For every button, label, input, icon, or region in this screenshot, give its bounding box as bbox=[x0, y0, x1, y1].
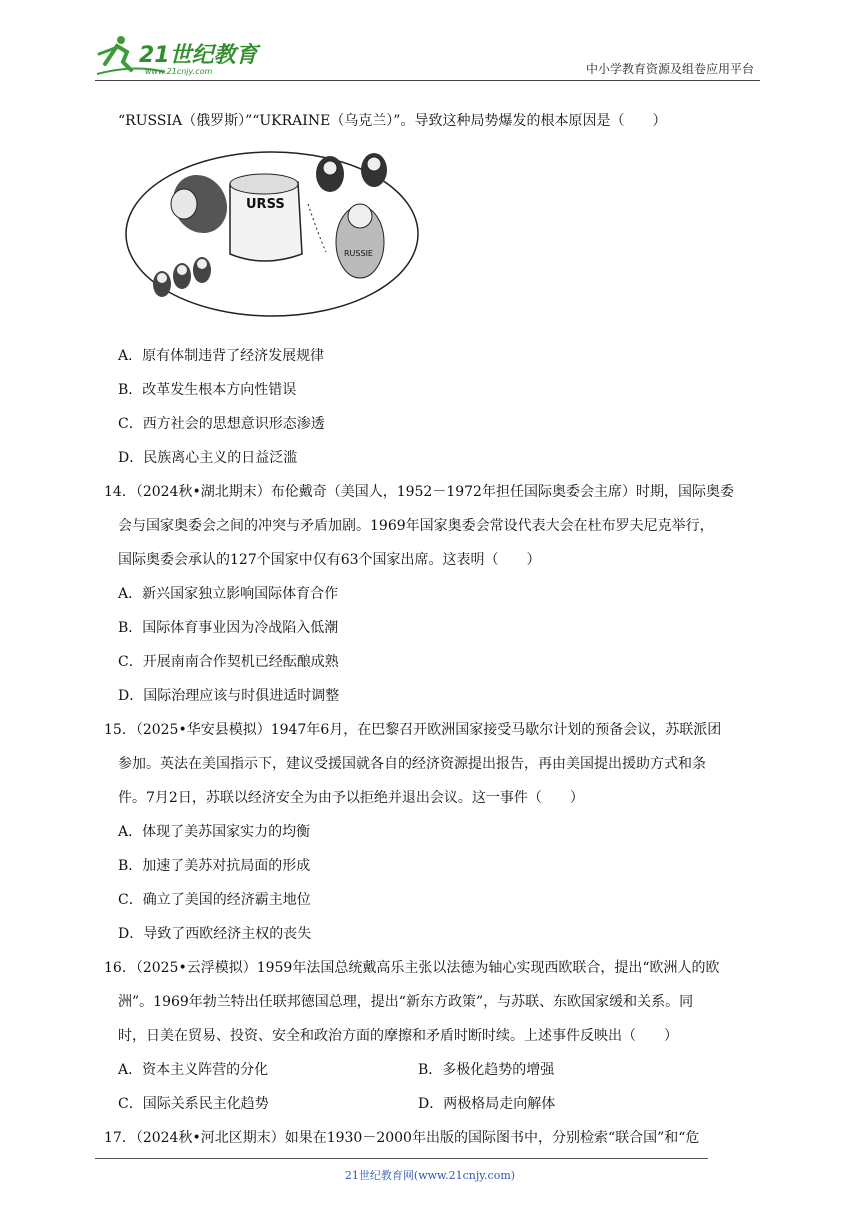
q16-stem-line2: 洲”。1969年勃兰特出任联邦德国总理，提出“新东方政策”，与苏联、东欧国家缓和关系。同 bbox=[118, 994, 694, 1010]
q16-option-a[interactable]: A．资本主义阵营的分化 bbox=[118, 1062, 269, 1078]
cartoon-label-russie: RUSSIE bbox=[344, 249, 373, 258]
q16-stem-line3: 时，日美在贸易、投资、安全和政治方面的摩擦和矛盾时断时续。上述事件反映出（ ） bbox=[118, 1028, 678, 1044]
q15-stem-line1: 15．（2025•华安县模拟）1947年6月，在巴黎召开欧洲国家接受马歇尔计划的预备会议，苏联派团 bbox=[104, 722, 722, 738]
q14-option-d[interactable]: D．国际治理应该与时俱进适时调整 bbox=[118, 688, 340, 704]
q13-option-d[interactable]: D．民族离心主义的日益泛滥 bbox=[118, 450, 298, 466]
21cnjy-logo bbox=[95, 34, 265, 78]
logo-text: 21世纪教育 bbox=[139, 43, 258, 68]
q14-stem-line2: 会与国家奥委会之间的冲突与矛盾加剧。1969年国家奥委会常设代表大会在杜布罗夫尼克举行， bbox=[118, 518, 714, 534]
page-header bbox=[95, 34, 760, 80]
cartoon-label-urss: URSS bbox=[246, 197, 285, 212]
q15-option-c[interactable]: C．确立了美国的经济霸主地位 bbox=[118, 892, 311, 908]
q13-stem: “RUSSIA（俄罗斯）”“UKRAINE（乌克兰）”。导致这种局势爆发的根本原因是（ ） bbox=[118, 113, 667, 129]
q13-option-b[interactable]: B．改革发生根本方向性错误 bbox=[118, 382, 297, 398]
q14-option-b[interactable]: B．国际体育事业因为冷战陷入低潮 bbox=[118, 620, 339, 636]
q15-stem-line3: 件。7月2日，苏联以经济安全为由予以拒绝并退出会议。这一事件（ ） bbox=[118, 790, 584, 806]
q15-option-a[interactable]: A．体现了美苏国家实力的均衡 bbox=[118, 824, 311, 840]
q14-stem-line3: 国际奥委会承认的127个国家中仅有63个国家出席。这表明（ ） bbox=[118, 552, 541, 568]
q15-stem-line2: 参加。英法在美国指示下，建议受援国就各自的经济资源提出报告，再由美国提出援助方式和条 bbox=[118, 756, 706, 772]
q13-option-c[interactable]: C．西方社会的思想意识形态渗透 bbox=[118, 416, 325, 432]
footer-link[interactable]: 21世纪教育网(www.21cnjy.com) bbox=[344, 1169, 516, 1182]
q17-stem-line1: 17．（2024秋•河北区期末）如果在1930－2000年出版的国际图书中，分别检索“联合国”和“危 bbox=[104, 1130, 700, 1146]
q14-option-a[interactable]: A．新兴国家独立影响国际体育合作 bbox=[118, 586, 339, 602]
q16-option-d[interactable]: D．两极格局走向解体 bbox=[418, 1096, 556, 1112]
document-body bbox=[104, 104, 758, 1155]
footer-divider bbox=[95, 1158, 708, 1159]
cartoon-illustration bbox=[122, 144, 422, 320]
logo-url: www.21cnjy.com bbox=[145, 67, 213, 76]
platform-title: 中小学教育资源及组卷应用平台 bbox=[585, 62, 754, 76]
q15-option-d[interactable]: D．导致了西欧经济主权的丧失 bbox=[118, 926, 312, 942]
q16-option-b[interactable]: B．多极化趋势的增强 bbox=[418, 1062, 555, 1078]
q16-options-row2 bbox=[118, 1087, 758, 1121]
q13-option-a[interactable]: A．原有体制违背了经济发展规律 bbox=[118, 348, 325, 364]
header-divider bbox=[95, 80, 760, 81]
q16-options-row1 bbox=[118, 1053, 758, 1087]
q16-stem-line1: 16．（2025•云浮模拟）1959年法国总统戴高乐主张以法德为轴心实现西欧联合，提出“欧洲人的欧 bbox=[104, 960, 720, 976]
q14-option-c[interactable]: C．开展南南合作契机已经酝酿成熟 bbox=[118, 654, 339, 670]
q15-option-b[interactable]: B．加速了美苏对抗局面的形成 bbox=[118, 858, 311, 874]
q14-stem-line1: 14．（2024秋•湖北期末）布伦戴奇（美国人，1952－1972年担任国际奥委会主席）时期，国际奥委 bbox=[104, 484, 734, 500]
q16-option-c[interactable]: C．国际关系民主化趋势 bbox=[118, 1096, 269, 1112]
